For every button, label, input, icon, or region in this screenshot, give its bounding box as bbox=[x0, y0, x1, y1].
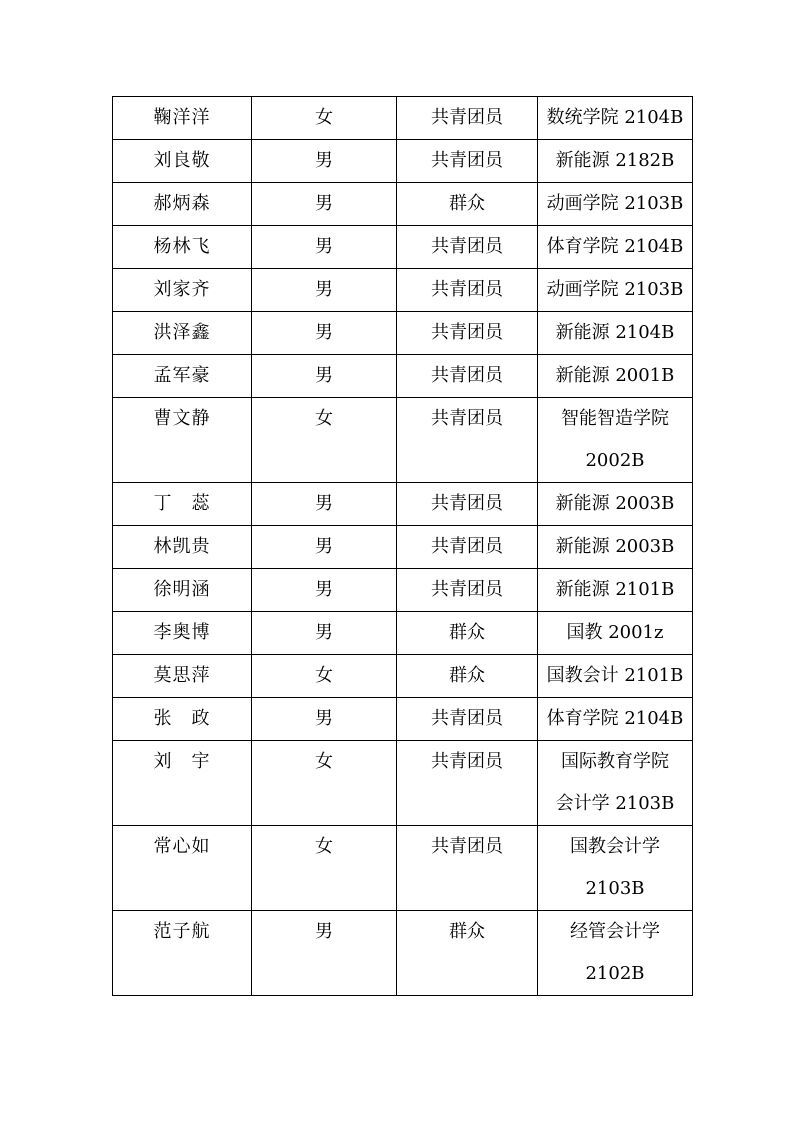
department-class-cell bbox=[538, 226, 693, 269]
table-row bbox=[113, 569, 693, 612]
gender-cell: 男 bbox=[252, 911, 397, 996]
name-cell: 林凯贵 bbox=[113, 526, 252, 569]
table-row bbox=[113, 226, 693, 269]
gender-cell: 女 bbox=[252, 655, 397, 698]
name-cell: 孟军豪 bbox=[113, 355, 252, 398]
department-class-line: 数统学院 2104B bbox=[546, 107, 684, 128]
member-table bbox=[112, 96, 693, 996]
name-cell: 张 政 bbox=[113, 698, 252, 741]
table-row bbox=[113, 612, 693, 655]
name-cell: 郝炳森 bbox=[113, 183, 252, 226]
political-status-cell: 共青团员 bbox=[397, 355, 538, 398]
table-row bbox=[113, 826, 693, 911]
political-status-cell: 共青团员 bbox=[397, 483, 538, 526]
department-class-cell bbox=[538, 355, 693, 398]
department-class-line: 国际教育学院 bbox=[561, 751, 669, 772]
gender-cell: 女 bbox=[252, 97, 397, 140]
table-row bbox=[113, 269, 693, 312]
name-cell: 曹文静 bbox=[113, 398, 252, 483]
political-status-cell: 共青团员 bbox=[397, 526, 538, 569]
department-class-line: 体育学院 2104B bbox=[546, 708, 684, 729]
member-table-body bbox=[113, 97, 693, 996]
department-class-cell bbox=[538, 140, 693, 183]
name-cell: 范子航 bbox=[113, 911, 252, 996]
table-row bbox=[113, 355, 693, 398]
department-class-line: 2103B bbox=[585, 878, 645, 899]
department-class-cell bbox=[538, 483, 693, 526]
table-row bbox=[113, 526, 693, 569]
department-class-cell bbox=[538, 526, 693, 569]
gender-cell: 男 bbox=[252, 312, 397, 355]
department-class-line: 国教会计学 bbox=[570, 836, 660, 857]
department-class-line: 新能源 2003B bbox=[555, 493, 675, 514]
name-cell: 莫思萍 bbox=[113, 655, 252, 698]
department-class-cell bbox=[538, 269, 693, 312]
political-status-cell: 群众 bbox=[397, 183, 538, 226]
table-row bbox=[113, 183, 693, 226]
political-status-cell: 共青团员 bbox=[397, 826, 538, 911]
political-status-cell: 共青团员 bbox=[397, 269, 538, 312]
department-class-line: 新能源 2001B bbox=[555, 365, 675, 386]
department-class-line: 会计学 2103B bbox=[555, 793, 675, 814]
political-status-cell: 共青团员 bbox=[397, 140, 538, 183]
department-class-line: 新能源 2003B bbox=[555, 536, 675, 557]
department-class-line: 新能源 2182B bbox=[555, 150, 675, 171]
name-cell: 徐明涵 bbox=[113, 569, 252, 612]
department-class-cell bbox=[538, 911, 693, 996]
political-status-cell: 共青团员 bbox=[397, 741, 538, 826]
political-status-cell: 共青团员 bbox=[397, 97, 538, 140]
name-cell: 刘家齐 bbox=[113, 269, 252, 312]
political-status-cell: 共青团员 bbox=[397, 226, 538, 269]
name-cell: 鞠洋洋 bbox=[113, 97, 252, 140]
name-cell: 刘 宇 bbox=[113, 741, 252, 826]
department-class-line: 智能智造学院 bbox=[561, 408, 669, 429]
gender-cell: 男 bbox=[252, 612, 397, 655]
gender-cell: 男 bbox=[252, 698, 397, 741]
political-status-cell: 群众 bbox=[397, 612, 538, 655]
gender-cell: 男 bbox=[252, 226, 397, 269]
department-class-cell bbox=[538, 97, 693, 140]
political-status-cell: 群众 bbox=[397, 911, 538, 996]
department-class-cell bbox=[538, 312, 693, 355]
department-class-cell bbox=[538, 612, 693, 655]
department-class-cell bbox=[538, 698, 693, 741]
gender-cell: 男 bbox=[252, 483, 397, 526]
gender-cell: 女 bbox=[252, 398, 397, 483]
political-status-cell: 共青团员 bbox=[397, 398, 538, 483]
name-cell: 丁 蕊 bbox=[113, 483, 252, 526]
department-class-line: 2002B bbox=[585, 450, 645, 471]
political-status-cell: 共青团员 bbox=[397, 698, 538, 741]
table-row bbox=[113, 698, 693, 741]
gender-cell: 女 bbox=[252, 741, 397, 826]
political-status-cell: 群众 bbox=[397, 655, 538, 698]
name-cell: 李奥博 bbox=[113, 612, 252, 655]
political-status-cell: 共青团员 bbox=[397, 312, 538, 355]
department-class-line: 体育学院 2104B bbox=[546, 236, 684, 257]
department-class-line: 新能源 2101B bbox=[555, 579, 675, 600]
gender-cell: 男 bbox=[252, 569, 397, 612]
department-class-line: 2102B bbox=[585, 963, 645, 984]
table-row bbox=[113, 140, 693, 183]
table-row bbox=[113, 911, 693, 996]
name-cell: 常心如 bbox=[113, 826, 252, 911]
political-status-cell: 共青团员 bbox=[397, 569, 538, 612]
department-class-cell bbox=[538, 398, 693, 483]
gender-cell: 男 bbox=[252, 269, 397, 312]
department-class-line: 经管会计学 bbox=[570, 921, 660, 942]
table-row bbox=[113, 398, 693, 483]
department-class-cell bbox=[538, 741, 693, 826]
gender-cell: 男 bbox=[252, 183, 397, 226]
name-cell: 杨林飞 bbox=[113, 226, 252, 269]
name-cell: 刘良敬 bbox=[113, 140, 252, 183]
department-class-line: 国教会计 2101B bbox=[546, 665, 684, 686]
department-class-cell bbox=[538, 183, 693, 226]
table-row bbox=[113, 312, 693, 355]
table-row bbox=[113, 741, 693, 826]
department-class-line: 动画学院 2103B bbox=[546, 279, 684, 300]
department-class-line: 动画学院 2103B bbox=[546, 193, 684, 214]
gender-cell: 男 bbox=[252, 355, 397, 398]
department-class-line: 新能源 2104B bbox=[555, 322, 675, 343]
table-row bbox=[113, 97, 693, 140]
department-class-cell bbox=[538, 655, 693, 698]
department-class-cell bbox=[538, 569, 693, 612]
department-class-cell bbox=[538, 826, 693, 911]
department-class-line: 国教 2001z bbox=[566, 622, 664, 643]
gender-cell: 女 bbox=[252, 826, 397, 911]
table-row bbox=[113, 655, 693, 698]
gender-cell: 男 bbox=[252, 526, 397, 569]
name-cell: 洪泽鑫 bbox=[113, 312, 252, 355]
gender-cell: 男 bbox=[252, 140, 397, 183]
table-row bbox=[113, 483, 693, 526]
